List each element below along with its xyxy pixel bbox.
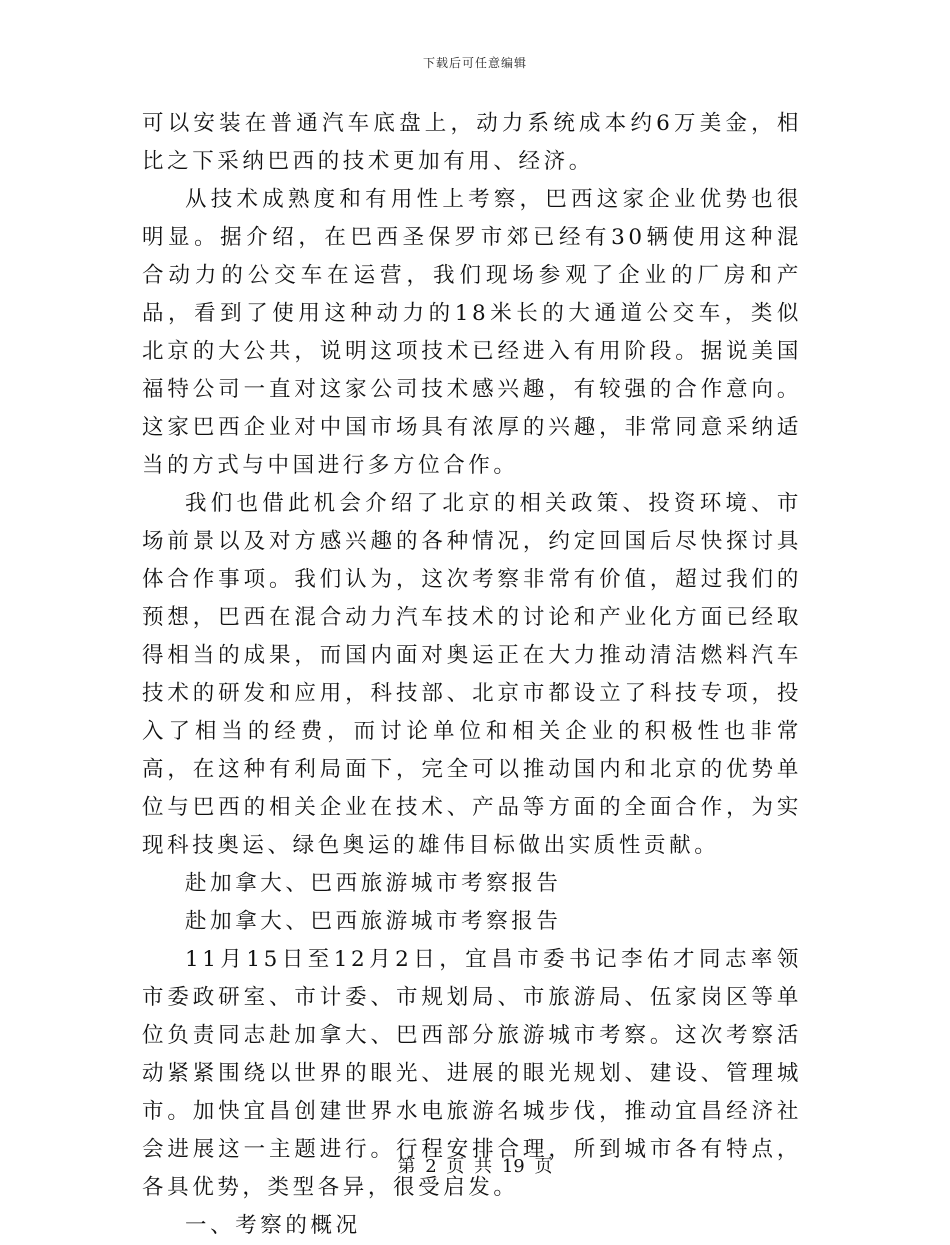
page-header: 下载后可任意编辑 xyxy=(422,56,527,70)
paragraph-trip-overview: 11月15日至12月2日，宜昌市委书记李佑才同志率领市委政研室、市计委、市规划局、市旅游局、伍家岗区等单位负责同志赴加拿大、巴西部分旅游城市考察。这次考察活动紧紧围绕以世界的眼光、进展的眼光规划、建设、管理城市。加快宜昌创建世界水电旅游名城步伐，推动宜昌经济社会进展这一主题进行。行程安排合理，所到城市各有特点，各具优势，类型各异，很受启发。 xyxy=(142,947,802,1200)
report-title: 赴加拿大、巴西旅游城市考察报告 xyxy=(185,871,562,896)
paragraph-cooperation: 我们也借此机会介绍了北京的相关政策、投资环境、市场前景以及对方感兴趣的各种情况，约定回国后尽快探讨具体合作事项。我们认为，这次考察非常有价值，超过我们的预想，巴西在混合动力汽车技术的讨论和产业化方面已经取得相当的成果，而国内面对奥运正在大力推动清洁燃料汽车技术的研发和应用，科技部、北京市都设立了科技专项，投入了相当的经费，而讨论单位和相关企业的积极性也非常高，在这种有利局面下，完全可以推动国内和北京的优势单位与巴西的相关企业在技术、产品等方面的全面合作，为实现科技奥运、绿色奥运的雄伟目标做出实质性贡献。 xyxy=(142,491,802,858)
section-heading: 一、考察的概况 xyxy=(185,1213,361,1238)
document-body xyxy=(142,105,802,1245)
paragraph-technology-maturity: 从技术成熟度和有用性上考察，巴西这家企业优势也很明显。据介绍，在巴西圣保罗市郊已经有30辆使用这种混合动力的公交车在运营，我们现场参观了企业的厂房和产品，看到了使用这种动力的18米长的大通道公交车，类似北京的大公共，说明这项技术已经进入有用阶段。据说美国福特公司一直对这家公司技术感兴趣，有较强的合作意向。这家巴西企业对中国市场具有浓厚的兴趣，非常同意采纳适当的方式与中国进行多方位合作。 xyxy=(142,187,802,478)
page-number: 第 2 页 共 19 页 xyxy=(397,1156,553,1177)
paragraph-continuation: 可以安装在普通汽车底盘上，动力系统成本约6万美金，相比之下采纳巴西的技术更加有用、经济。 xyxy=(142,111,802,174)
report-title-repeat: 赴加拿大、巴西旅游城市考察报告 xyxy=(185,909,562,934)
